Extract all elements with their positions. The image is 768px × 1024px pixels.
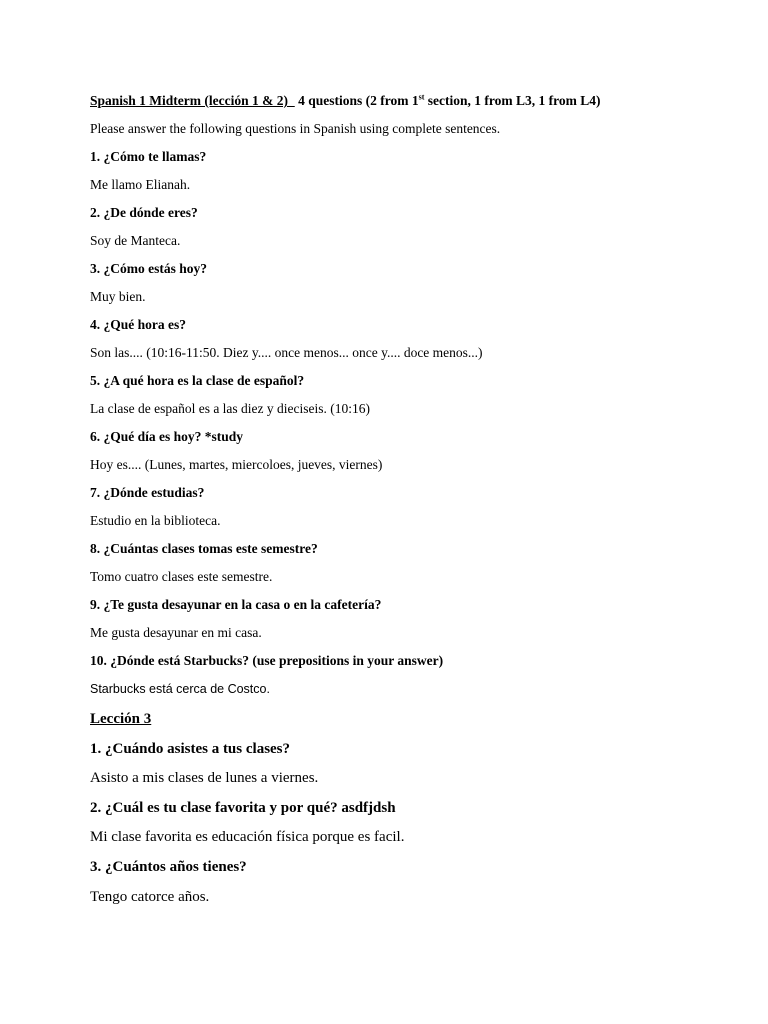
question-4: 4. ¿Qué hora es? [90, 317, 186, 332]
answer-1: Me llamo Elianah. [90, 177, 191, 192]
answer-7: Estudio en la biblioteca. [90, 513, 221, 528]
instructions: Please answer the following questions in Spanish using complete sentences. [90, 121, 501, 136]
question-5: 5. ¿A qué hora es la clase de español? [90, 373, 305, 388]
question-7: 7. ¿Dónde estudias? [90, 485, 205, 500]
document-title [90, 94, 601, 108]
answer-2: Soy de Manteca. [90, 233, 181, 248]
question-6: 6. ¿Qué día es hoy? *study [90, 429, 244, 444]
title-rest-b: section, 1 from L3, 1 from L4) [424, 93, 601, 108]
answer-9: Me gusta desayunar en mi casa. [90, 625, 262, 640]
question-3: 3. ¿Cómo estás hoy? [90, 261, 207, 276]
question-8: 8. ¿Cuántas clases tomas este semestre? [90, 541, 318, 556]
l3-answer-1: Asisto a mis clases de lunes a viernes. [90, 770, 319, 786]
l3-answer-2: Mi clase favorita es educación física porque es facil. [90, 829, 405, 845]
section-heading-leccion-3: Lección 3 [90, 711, 152, 727]
question-10: 10. ¿Dónde está Starbucks? (use prepositions in your answer) [90, 653, 444, 668]
answer-4: Son las.... (10:16-11:50. Diez y.... once menos... once y.... doce menos...) [90, 345, 483, 360]
title-gap [288, 93, 295, 108]
answer-5: La clase de español es a las diez y dieciseis. (10:16) [90, 401, 371, 416]
question-2: 2. ¿De dónde eres? [90, 205, 198, 220]
title-superscript: st [418, 92, 425, 102]
title-rest-a: 4 questions (2 from 1 [298, 93, 419, 108]
answer-8: Tomo cuatro clases este semestre. [90, 569, 273, 584]
answer-10: Starbucks está cerca de Costco. [90, 682, 270, 696]
l3-question-2: 2. ¿Cuál es tu clase favorita y por qué? asdfjdsh [90, 800, 396, 816]
l3-answer-3: Tengo catorce años. [90, 889, 210, 905]
question-1: 1. ¿Cómo te llamas? [90, 149, 207, 164]
title-underlined: Spanish 1 Midterm (lección 1 & 2) [90, 93, 288, 108]
l3-question-1: 1. ¿Cuándo asistes a tus clases? [90, 741, 291, 757]
answer-3: Muy bien. [90, 289, 146, 304]
l3-question-3: 3. ¿Cuántos años tienes? [90, 859, 247, 875]
answer-6: Hoy es.... (Lunes, martes, miercoloes, jueves, viernes) [90, 457, 383, 472]
question-9: 9. ¿Te gusta desayunar en la casa o en la cafetería? [90, 597, 382, 612]
